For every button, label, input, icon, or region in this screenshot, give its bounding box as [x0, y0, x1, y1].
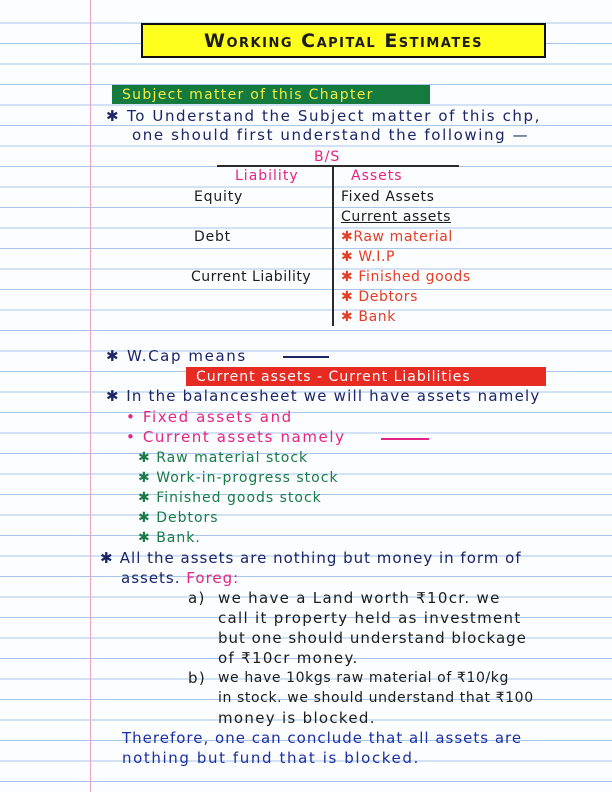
star-bullet-icon: ✱ [106, 347, 127, 365]
example-a-marker: a) [188, 589, 206, 607]
bs-current-item: ✱ Bank [341, 309, 396, 325]
wcap-line [106, 349, 247, 364]
intro-line-1-text: To Understand the Subject matter of this chp, [127, 107, 542, 125]
example-a-line: of ₹10cr money. [218, 649, 359, 667]
money-line-1: ✱ All the assets are nothing but money in form of [100, 549, 522, 567]
conclusion-line-1: Therefore, one can conclude that all assets are [122, 729, 523, 747]
asset-point: • Fixed assets and [126, 408, 293, 426]
example-a-line: but one should understand blockage [218, 629, 527, 647]
star-bullet-icon: ✱ [138, 450, 157, 466]
star-bullet-icon: ✱ [106, 107, 127, 125]
star-bullet-icon: ✱ [100, 549, 120, 567]
stock-item: ✱ Debtors [138, 510, 219, 526]
star-bullet-icon: ✱ [138, 470, 157, 486]
example-a-line: we have a Land worth ₹10cr. we [218, 589, 501, 607]
example-b-marker: b) [188, 669, 206, 687]
star-bullet-icon: ✱ [341, 269, 359, 285]
dash-line [381, 438, 429, 440]
money-line-2: assets. Foreg: [121, 569, 240, 587]
star-bullet-icon: ✱ [138, 510, 157, 526]
stock-item: ✱ Raw material stock [138, 450, 309, 466]
dash-line [283, 356, 329, 358]
star-bullet-icon: ✱ [138, 490, 157, 506]
star-bullet-icon: ✱ [341, 229, 354, 245]
bs-divider-vertical [332, 166, 334, 326]
margin-line [90, 0, 91, 792]
bs-divider-horizontal [217, 165, 459, 167]
formula-bar: Current assets - Current Liabilities [186, 367, 546, 386]
star-bullet-icon: ✱ [341, 249, 359, 265]
balancesheet-line [106, 389, 540, 404]
intro-line-2: one should first understand the following — [132, 126, 530, 144]
example-b-line: money is blocked. [218, 709, 376, 727]
page-title: Working Capital Estimates [141, 23, 546, 58]
star-bullet-icon: ✱ [341, 309, 359, 325]
example-a-line: call it property held as investment [218, 609, 522, 627]
bs-current-item: ✱ Finished goods [341, 269, 471, 285]
bs-assets-header: Assets [351, 168, 403, 184]
bs-liability-debt: Debt [194, 229, 231, 245]
wcap-line-text: W.Cap means [127, 347, 247, 365]
bs-current-item: ✱ Debtors [341, 289, 418, 305]
conclusion-line-2: nothing but fund that is blocked. [122, 749, 420, 767]
bs-title: B/S [314, 149, 341, 165]
asset-point: • Current assets namely [126, 428, 346, 446]
stock-item: ✱ Bank. [138, 530, 201, 546]
bs-current-item: ✱Raw material [341, 229, 453, 245]
bs-liability-current: Current Liability [191, 269, 312, 285]
example-b-line: we have 10kgs raw material of ₹10/kg [218, 670, 509, 686]
bs-current-assets: Current assets [341, 209, 451, 225]
star-bullet-icon: ✱ [138, 530, 157, 546]
subject-heading: Subject matter of this Chapter [112, 85, 430, 104]
stock-item: ✱ Work-in-progress stock [138, 470, 339, 486]
stock-item: ✱ Finished goods stock [138, 490, 322, 506]
example-b-line: in stock. we should understand that ₹100 [218, 690, 534, 706]
bs-fixed-assets: Fixed Assets [341, 189, 435, 205]
intro-line-2-text: one should first understand the following [132, 126, 507, 144]
star-bullet-icon: ✱ [106, 387, 127, 405]
star-bullet-icon: ✱ [341, 289, 359, 305]
intro-line-1 [106, 109, 541, 124]
bs-current-item: ✱ W.I.P [341, 249, 396, 265]
foreg-label: Foreg: [186, 569, 240, 587]
bs-liability-header: Liability [235, 168, 299, 184]
bs-liability-equity: Equity [194, 189, 244, 205]
balancesheet-line-text: In the balancesheet we will have assets namely [126, 387, 541, 405]
